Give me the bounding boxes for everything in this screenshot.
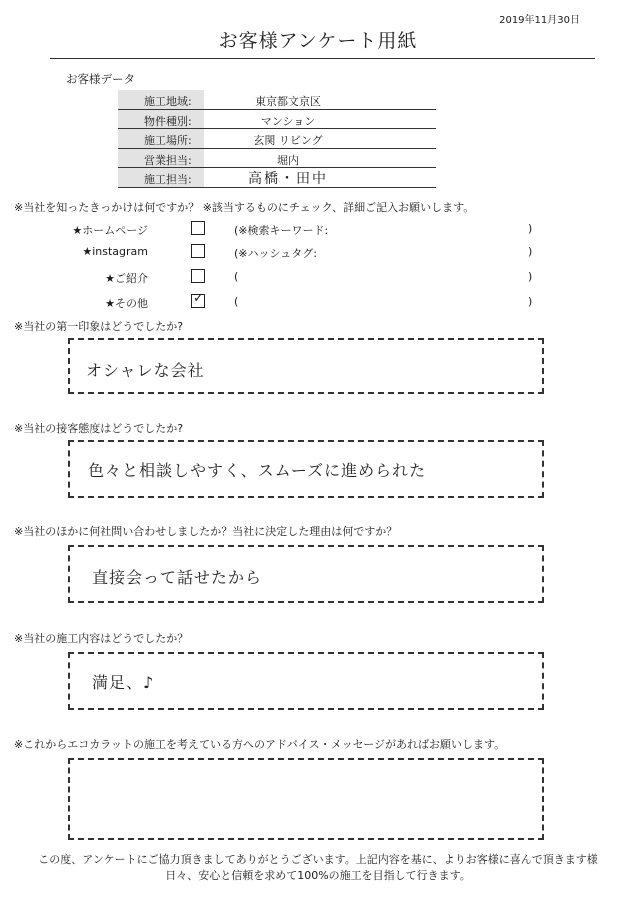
- option-detail: (※ハッシュタグ:: [234, 247, 317, 260]
- data-row-area: [118, 90, 436, 110]
- page-title: お客様アンケート用紙: [218, 30, 418, 52]
- data-label: 施工地域:: [144, 95, 192, 108]
- survey-date: 2019年11月30日: [499, 15, 580, 26]
- handwritten-answer: 満足、♪: [92, 673, 155, 692]
- option-label: ★ホームページ: [72, 224, 148, 237]
- option-close: ): [528, 270, 533, 283]
- question-first-impression: ※当社の第一印象はどうでしたか?: [14, 320, 184, 333]
- question-service-attitude: ※当社の接客態度はどうでしたか?: [14, 422, 184, 435]
- data-value: 東京都文京区: [255, 95, 321, 108]
- option-close: ): [528, 245, 533, 258]
- check-mark-icon: ✓: [193, 291, 204, 306]
- question-discovery: ※当社を知ったきっかけは何ですか？ ※該当するものにチェック、詳細ご記入お願いします。: [14, 201, 475, 214]
- data-row-location: [118, 129, 436, 149]
- answer-box-service-attitude[interactable]: [68, 440, 544, 498]
- checkbox-referral[interactable]: [191, 269, 205, 283]
- checkbox-instagram[interactable]: [191, 244, 205, 258]
- option-detail: (: [234, 270, 239, 283]
- option-label: ★その他: [105, 297, 148, 310]
- title-underline: [50, 58, 595, 59]
- option-detail: (※検索キーワード:: [234, 224, 329, 237]
- footer-message: [0, 852, 636, 884]
- question-construction-quality: ※当社の施工内容はどうでしたか？: [14, 632, 189, 645]
- data-value: 堀内: [277, 153, 299, 167]
- checkbox-homepage[interactable]: [191, 221, 205, 235]
- data-label: 物件種別:: [144, 114, 192, 128]
- data-value: 玄関 リビング: [253, 134, 323, 147]
- answer-box-advice-message[interactable]: [68, 758, 544, 840]
- data-label: 施工担当:: [144, 173, 192, 186]
- option-label: ★ご紹介: [105, 272, 148, 285]
- handwritten-answer: 直接会って話せたから: [92, 568, 263, 587]
- data-label: 施工場所:: [144, 134, 192, 147]
- data-row-sales: [118, 149, 436, 169]
- customer-data-label: お客様データ: [66, 72, 135, 86]
- option-detail: (: [234, 295, 239, 308]
- checkbox-other[interactable]: [191, 291, 205, 308]
- data-row-installer: [118, 168, 436, 188]
- handwritten-answer: オシャレな会社: [86, 361, 205, 380]
- data-value: マンション: [260, 114, 316, 128]
- question-other-companies: ※当社のほかに何社問い合わせしましたか？当社に決定した理由は何ですか？: [14, 525, 398, 538]
- answer-box-construction-quality[interactable]: [68, 652, 544, 710]
- data-label: 営業担当:: [144, 153, 192, 167]
- footer-line-1: この度、アンケートにご協力頂きましてありがとうございます。上記内容を基に、よりお客様に喜んで頂きます様: [38, 853, 598, 866]
- question-advice-message: ※これからエコカラットの施工を考えている方へのアドバイス・メッセージがあればお願いします。: [14, 738, 506, 751]
- customer-data-table: [118, 90, 436, 188]
- option-close: ): [528, 295, 533, 308]
- data-row-property-type: [118, 110, 436, 130]
- answer-box-first-impression[interactable]: [68, 338, 544, 394]
- footer-line-2: 日々、安心と信頼を求めて100%の施工を目指して行きます。: [165, 869, 471, 882]
- answer-box-decision-reason[interactable]: [68, 545, 544, 603]
- option-label: ★instagram: [82, 245, 148, 258]
- handwritten-answer: 色々と相談しやすく、スムーズに進められた: [88, 461, 427, 480]
- data-value-handwritten: 高橋・田中: [248, 171, 328, 187]
- option-close: ): [528, 222, 533, 235]
